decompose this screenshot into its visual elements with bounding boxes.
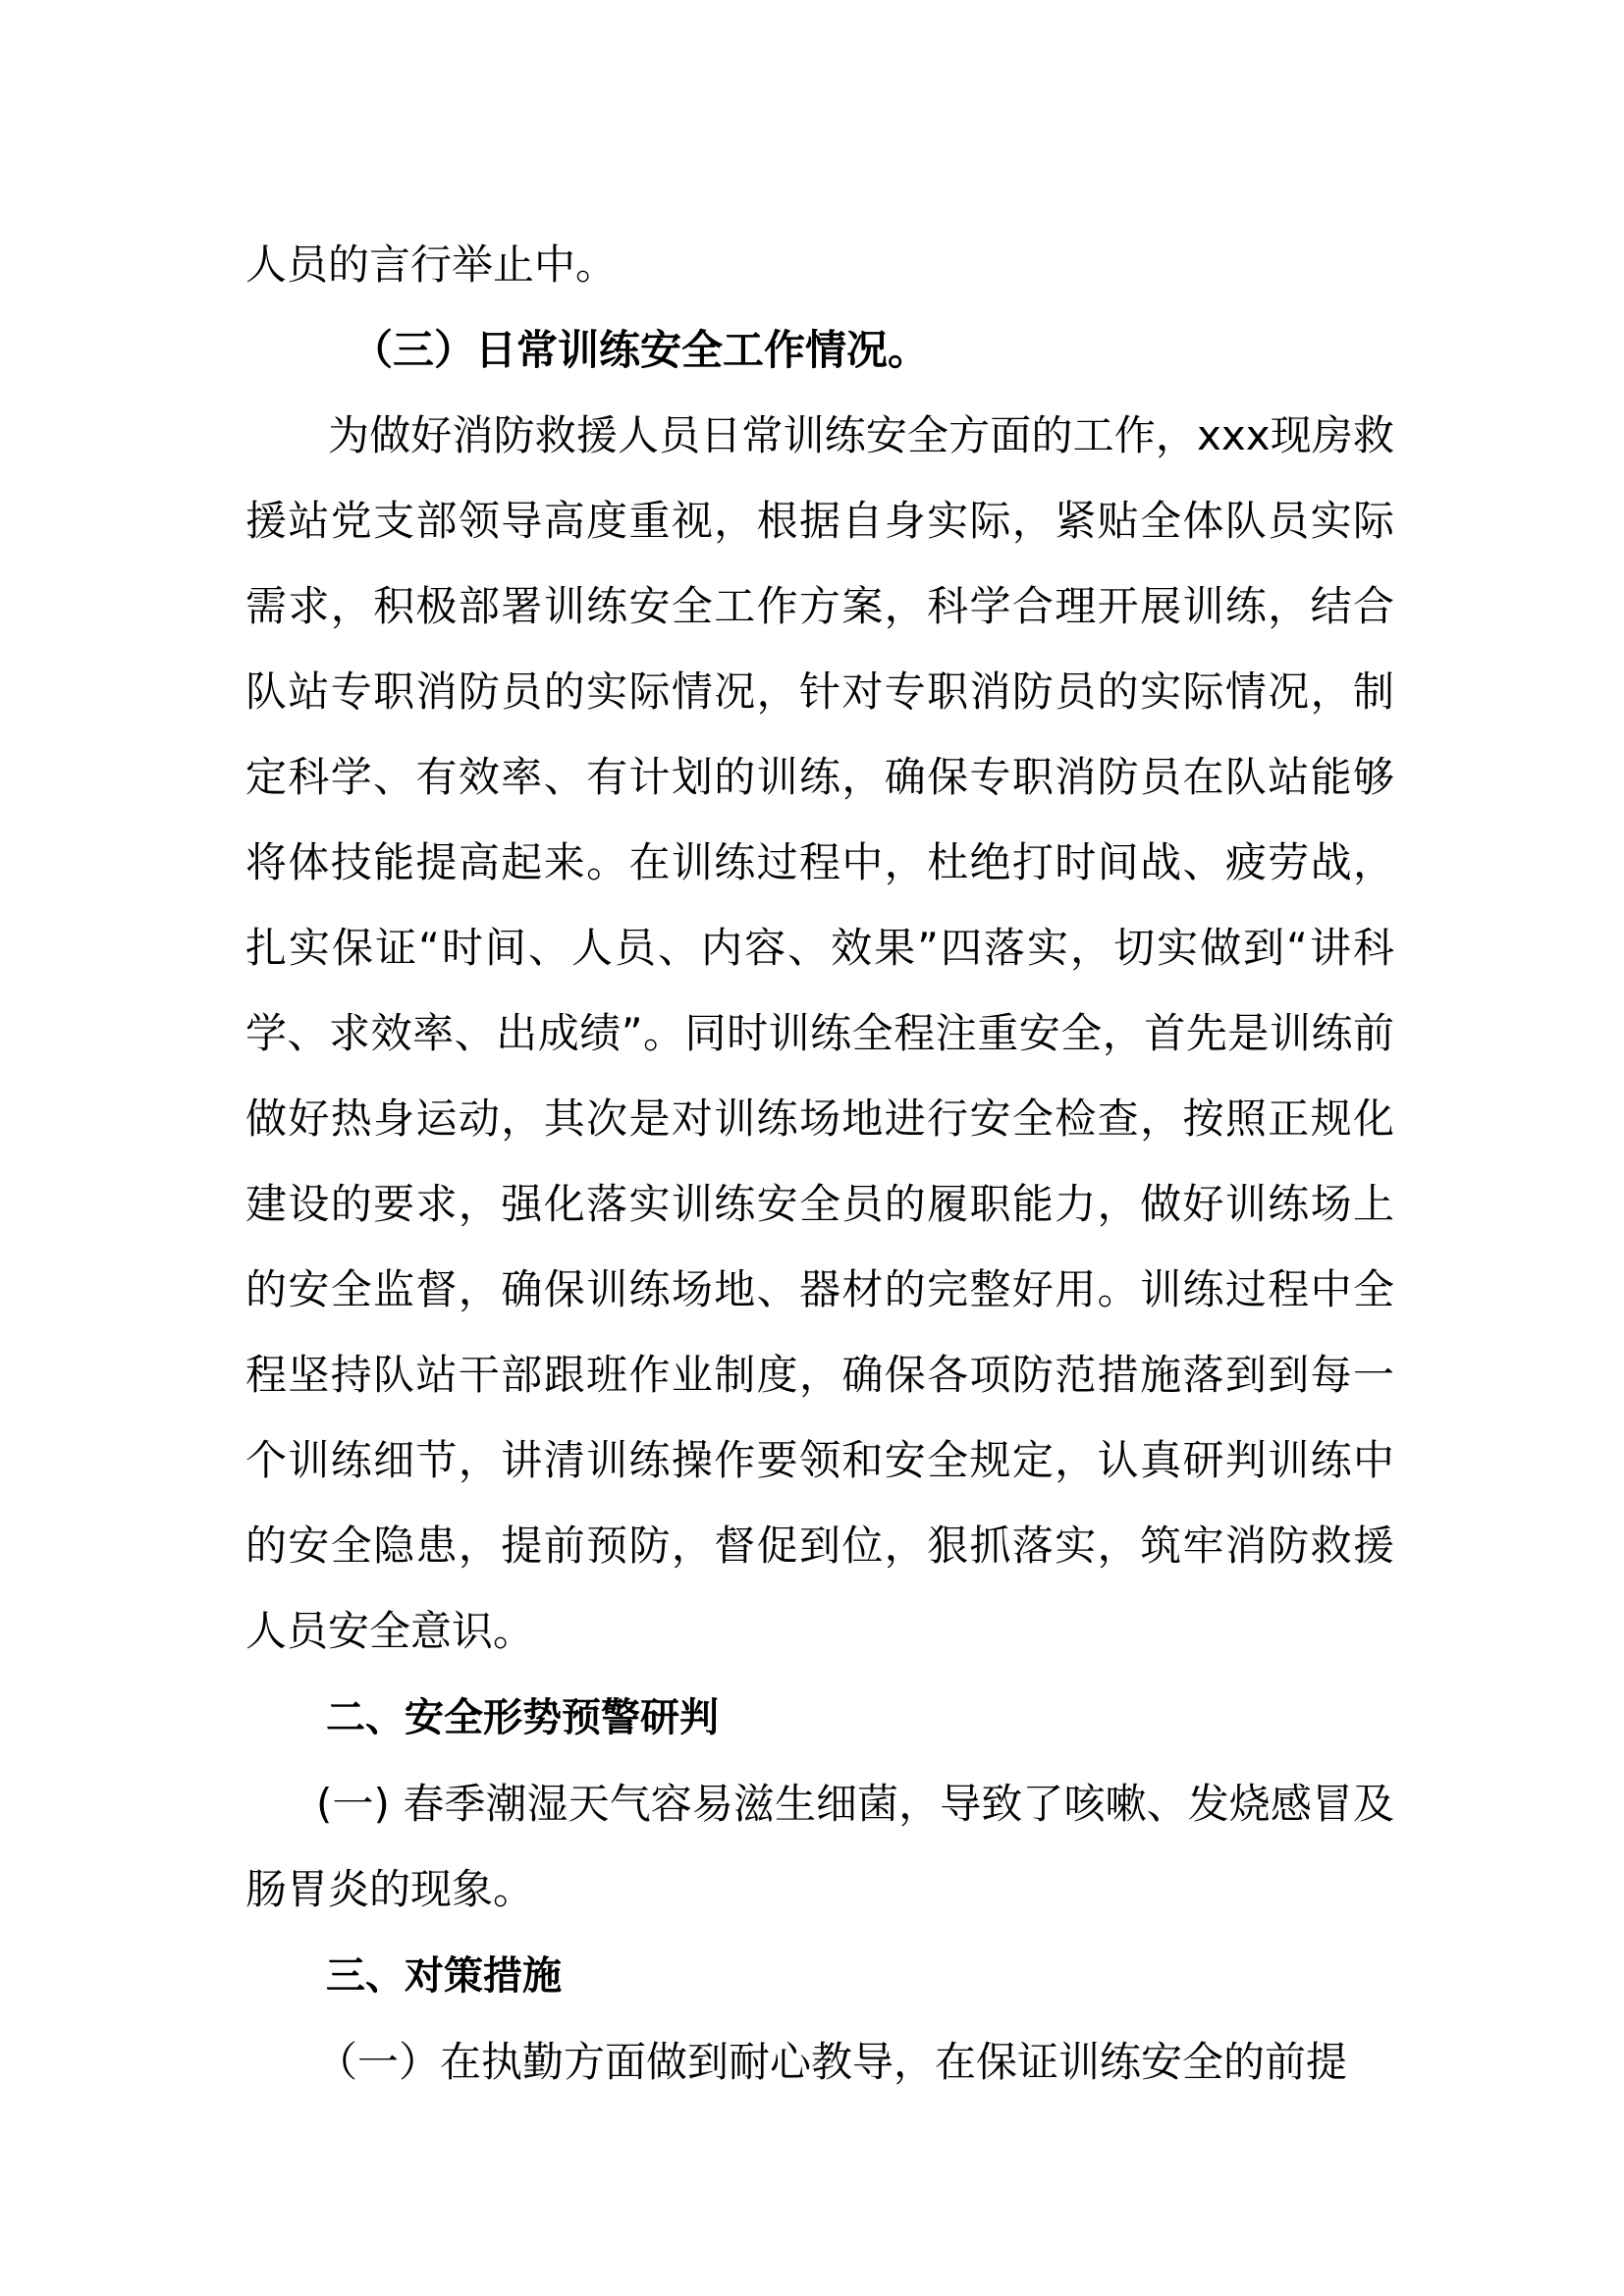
document-body bbox=[245, 222, 1394, 2105]
subheading-daily-training-safety: （三）日常训练安全工作情况。 bbox=[352, 326, 930, 374]
paragraph-spring-warning: (一) 春季潮湿天气容易滋生细菌，导致了咳嗽、发烧感冒及肠胃炎的现象。 bbox=[245, 1780, 1394, 1913]
heading-safety-warning: 二、安全形势预警研判 bbox=[326, 1695, 719, 1740]
paragraph-training-safety: 为做好消防救援人员日常训练安全方面的工作，xxx现房救援站党支部领导高度重视，根据自身实际，紧贴全体队员实际需求，积极部署训练安全工作方案，科学合理开展训练，结合队站专职消防员的实际情况，针对专职消防员的实际情况，制定科学、有效率、有计划的训练，确保专职消防员在队站能够将体技能提高起来。在训练过程中，杜绝打时间战、疲劳战，扎实保证“时间、人员、内容、效果”四落实，切实做到“讲科学、求效率、出成绩”。同时训练全程注重安全，首先是训练前做好热身运动，其次是对训练场地进行安全检查，按照正规化建设的要求，强化落实训练安全员的履职能力，做好训练场上的安全监督，确保训练场地、器材的完整好用。训练过程中全程坚持队站干部跟班作业制度，确保各项防范措施落到到每一个训练细节，讲清训练操作要领和安全规定，认真研判训练中的安全隐患，提前预防，督促到位，狠抓落实，筑牢消防救援人员安全意识。 bbox=[245, 411, 1394, 1655]
paragraph-continuation: 人员的言行举止中。 bbox=[245, 240, 618, 289]
paragraph-duty-measures: （一）在执勤方面做到耐心教导，在保证训练安全的前提 bbox=[316, 2038, 1348, 2086]
heading-countermeasures: 三、对策措施 bbox=[326, 1953, 562, 1999]
